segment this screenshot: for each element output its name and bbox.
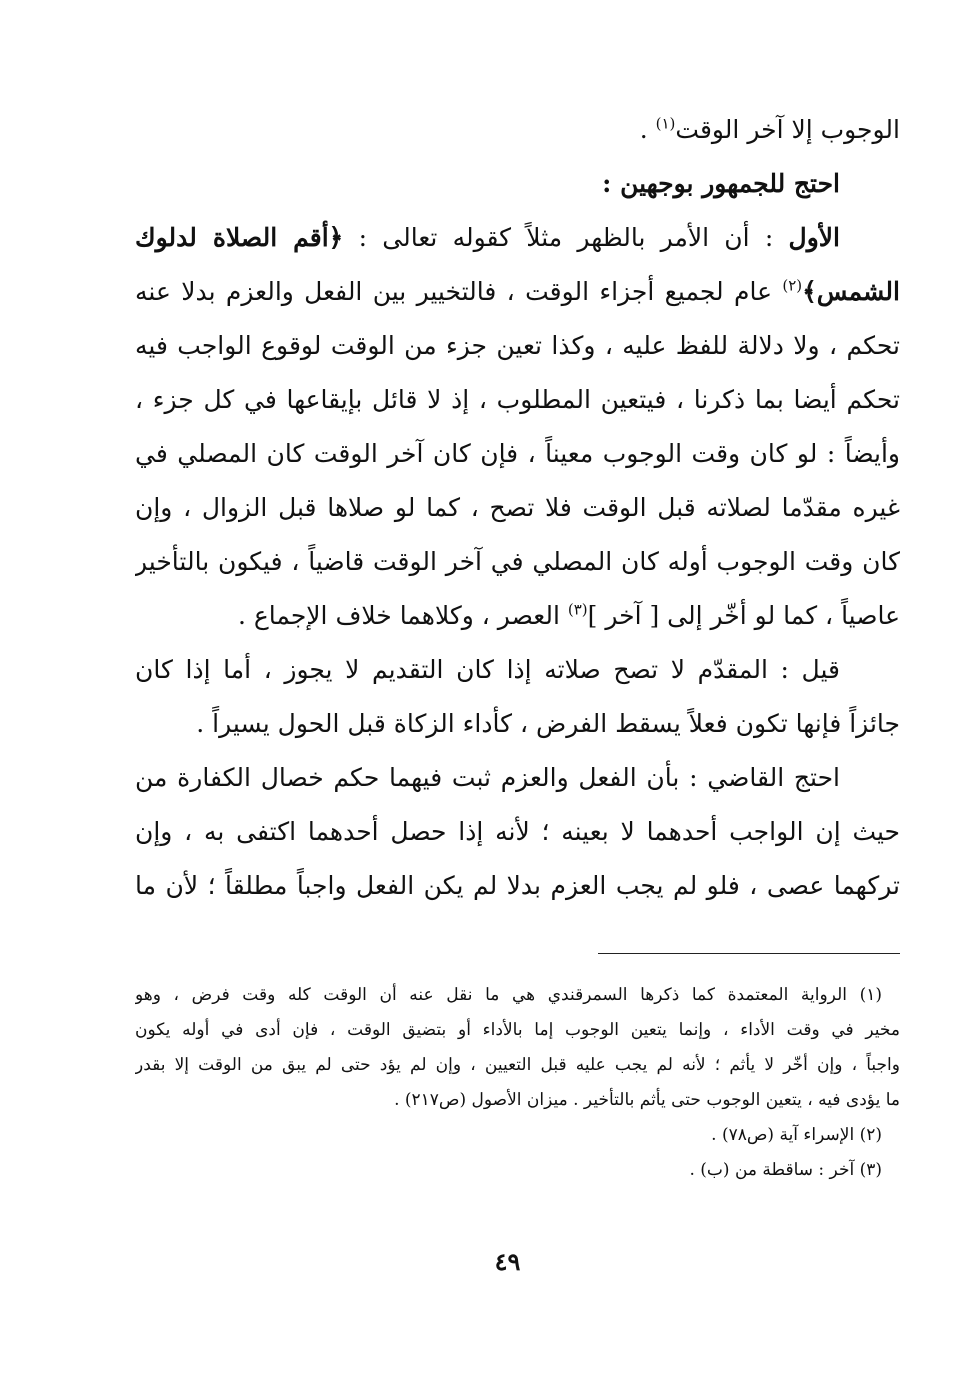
text-line-1: الوجوب إلا آخر الوقت$^{(١)}$ . [639, 114, 900, 144]
text-line-7: وأيضاً : لو كان وقت الوجوب معيناً ، فإن كان آخر الوقت كان المصلي في [135, 439, 900, 468]
text-line-3: الأول : أن الأمر بالظهر مثلاً كقوله تعالى : ﴿أقم الصلاة لدلوك [135, 223, 840, 252]
footnote-ref-3[interactable]: (٣) [567, 600, 588, 619]
main-text [135, 103, 900, 913]
footnote-1-line-4: ما يؤدى فيه ، يتعين الوجوب حتى يأثم بالتأخير . ميزان الأصول (ص٢١٧) . [394, 1090, 900, 1110]
footnote-2: (٢) الإسراء آية (ص٧٨) . [711, 1125, 882, 1145]
text-line-10: عاصياً ، كما لو أخّر إلى [ آخر ]$^{(٣)}$ العصر ، وكلاهما خلاف الإجماع . [237, 600, 900, 630]
footnotes [135, 978, 900, 1188]
footnote-1-line-3: واجباً ، وإن أخّر لا يأثم ؛ لأنه لم يجب عليه قبل التعيين ، وإن لم يؤد حتى لم يبق من الوقت إلا بقدر [135, 1055, 900, 1075]
footnote-divider [598, 953, 900, 954]
footnote-ref-1[interactable]: (١) [655, 114, 676, 133]
text-line-8: غيره مقدّما لصلاته قبل الوقت فلا تصح ، كما لو صلاها قبل الزوال ، وإن [135, 493, 900, 522]
text-line-4: الشمس﴾$^{(٢)}$ عام لجميع أجزاء الوقت ، فالتخيير بين الفعل والعزم بدلا عنه [135, 276, 900, 306]
footnote-ref-2[interactable]: (٢) [782, 276, 803, 295]
section-heading: احتج للجمهور بوجهين : [602, 169, 840, 198]
text-line-13: احتج القاضي : بأن الفعل والعزم ثبت فيهما حكم خصال الكفارة من [135, 763, 840, 792]
text-line-12: جائزاً فإنها تكون فعلاً يسقط الفرض ، كأداء الزكاة قبل الحول يسيراً . [196, 709, 900, 738]
text-line-5: تحكم ، ولا دلالة للفظ عليه ، وكذا تعين جزء من الوقت لوقوع الواجب فيه [135, 331, 900, 360]
page-number: ٤٩ [494, 1247, 521, 1276]
text-line-11: قيل : المقدّم لا تصح صلاته إذا كان التقديم لا يجوز ، أما إذا كان [135, 655, 840, 684]
footnote-1-line-2: مخير في وقت الأداء ، وإنما يتعين الوجوب إما بالأداء أو بتضيق الوقت ، فإن أدى في أوله يكون [135, 1020, 900, 1040]
footnote-1-line-1: (١) الرواية المعتمدة كما ذكرها السمرقندي هي ما نقل عنه أن الوقت كله وقت فرض ، وهو [135, 985, 882, 1005]
text-line-9: كان وقت الوجوب أوله كان المصلي في آخر الوقت قاضياً ، فيكون بالتأخير [135, 547, 900, 576]
text-line-15: تركهما عصى ، فلو لم يجب العزم بدلا لم يكن الفعل واجباً مطلقاً ؛ لأن ما [135, 871, 900, 900]
footnote-3: (٣) آخر : ساقطة من (ب) . [689, 1160, 882, 1180]
text-line-14: حيث إن الواجب أحدهما لا بعينه ؛ لأنه إذا حصل أحدهما اكتفى به ، وإن [135, 817, 900, 846]
text-line-6: تحكم أيضا بما ذكرنا ، فيتعين المطلوب ، إذ لا قائل بإيقاعها في كل جزء ، [135, 385, 900, 414]
